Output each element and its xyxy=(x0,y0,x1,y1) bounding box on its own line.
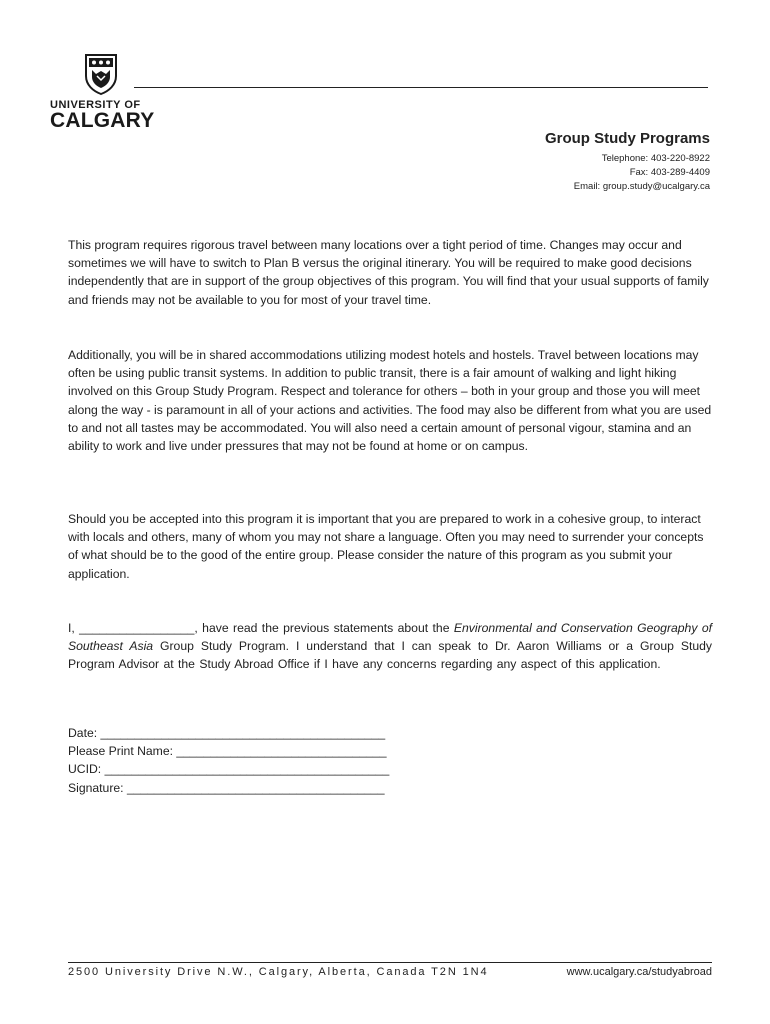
footer-address: 2500 University Drive N.W., Calgary, Alberta, Canada T2N 1N4 xyxy=(68,966,489,978)
header-rule xyxy=(134,87,708,88)
date-field[interactable]: Date: __________________________________________ xyxy=(68,726,386,740)
office-title: Group Study Programs xyxy=(544,130,710,147)
paragraph-travel: This program requires rigorous travel between many locations over a tight period of time. Changes may occur and sometimes we will have to switch to Plan B versus the original itinerary. You will be required to make good decisions independently that are in support of the group objectives of this program. You will find that your usual supports of family and friends may not be available to you for most of your travel time. xyxy=(68,238,709,307)
office-telephone: Telephone: 403-220-8922 xyxy=(601,153,710,164)
acknowledgement-start: I, _________________, have read the previous statements about the xyxy=(68,621,454,635)
signature-block xyxy=(68,724,389,797)
office-contact-block xyxy=(545,130,710,194)
paragraph-accommodations: Additionally, you will be in shared accommodations utilizing modest hotels and hostels. Travel between locations may often be using public transit systems. In addition to public transit, there is a fair amount of walking and light hiking involved on this Group Study Program. Respect and tolerance for others – both in your group and those you will meet along the way - is paramount in all of your actions and activities. The food may also be different from what you are used to and not all tastes may be accommodated. You will also need a certain amount of personal vigour, stamina and an ability to work and live under pressures that may not be found at home or on campus. xyxy=(68,348,712,454)
logo-line-calgary: CALGARY xyxy=(50,109,155,132)
logo-line-university: UNIVERSITY OF xyxy=(50,99,141,111)
university-logo xyxy=(50,52,160,132)
paragraph-group-work: Should you be accepted into this program it is important that you are prepared to work in a cohesive group, to interact with locals and others, many of whom you may not share a language. Often you may need to surrender your concepts of what should be to the good of the entire group. Please consider the nature of this program as you submit your application. xyxy=(68,512,704,581)
ucid-field[interactable]: UCID: __________________________________________ xyxy=(68,762,390,777)
signature-field[interactable]: Signature: ______________________________________ xyxy=(68,780,385,795)
paragraph-acknowledgement xyxy=(68,619,712,674)
program-name: Environmental and Conservation Geography of Southeast Asia xyxy=(68,621,712,654)
crest-icon xyxy=(82,52,120,96)
footer-url[interactable]: www.ucalgary.ca/studyabroad xyxy=(566,966,712,978)
office-fax: Fax: 403-289-4409 xyxy=(629,167,710,178)
footer-rule xyxy=(68,962,712,963)
print-name-field[interactable]: Please Print Name: _______________________________ xyxy=(68,744,387,759)
office-email: Email: group.study@ucalgary.ca xyxy=(573,181,710,192)
acknowledgement-end: Group Study Program. I understand that I can speak to Dr. Aaron Williams or a Group Study Program Advisor at the Study Abroad Office if I have any concerns regarding any aspect of this application. xyxy=(68,639,712,672)
